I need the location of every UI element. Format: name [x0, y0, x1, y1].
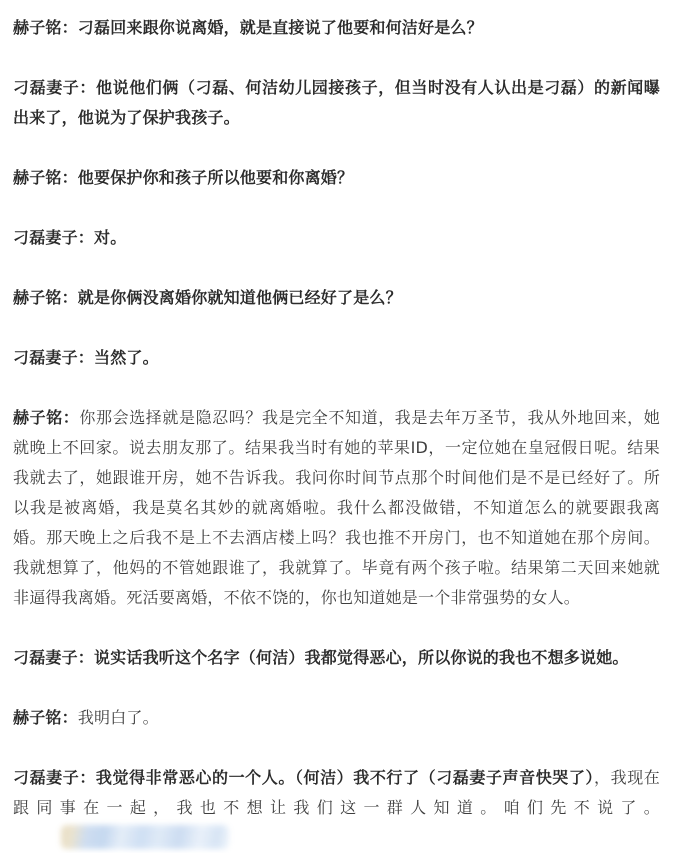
- paragraph-bold-text: 赫子铭：就是你俩没离婚你就知道他俩已经好了是么？: [13, 288, 402, 307]
- paragraph-bold-text: 刁磊妻子：当然了。: [13, 348, 159, 367]
- dialogue-paragraph: [13, 343, 660, 373]
- paragraph-regular-text: 我明白了。: [77, 708, 159, 727]
- dialogue-paragraph: [13, 163, 660, 193]
- paragraph-regular-text: 你那会选择就是隐忍吗？我是完全不知道，我是去年万圣节，我从外地回来，她就晚上不回家。说去朋友那了。结果我当时有她的苹果ID，一定位她在皇冠假日呢。结果我就去了，她跟谁开房，她不告诉我。我问你时间节点那个时间他们是不是已经好了。所以我是被离婚，我是莫名其妙的就离婚啦。我什么都没做错，不知道怎么的就要跟我离婚。那天晚上之后我不是上不去酒店楼上吗？我也推不开房门，也不知道她在那个房间。我就想算了，他妈的不管她跟谁了，我就算了。毕竟有两个孩子啦。结果第二天回来她就非逼得我离婚。死活要离婚，不依不饶的，你也知道她是一个非常强势的女人。: [13, 408, 660, 607]
- paragraph-bold-text: 刁磊妻子：他说他们俩（刁磊、何洁幼儿园接孩子，但当时没有人认出是刁磊）的新闻曝出来了，他说为了保护我孩子。: [13, 78, 660, 127]
- paragraph-bold-text: 赫子铭：刁磊回来跟你说离婚，就是直接说了他要和何洁好是么？: [13, 18, 483, 37]
- blurred-watermark: [61, 825, 229, 849]
- dialogue-paragraph: [13, 703, 660, 733]
- paragraph-bold-text: 刁磊妻子：对。: [13, 228, 127, 247]
- dialogue-paragraph: [13, 763, 660, 853]
- paragraph-bold-text: 赫子铭：他要保护你和孩子所以他要和你离婚？: [13, 168, 354, 187]
- dialogue-paragraph: [13, 13, 660, 43]
- dialogue-paragraph: [13, 643, 660, 673]
- paragraph-bold-text: 刁磊妻子：说实话我听这个名字（何洁）我都觉得恶心，所以你说的我也不想多说她。: [13, 648, 629, 667]
- dialogue-paragraph: [13, 403, 660, 613]
- dialogue-paragraph: [13, 223, 660, 253]
- dialogue-paragraph: [13, 73, 660, 133]
- paragraph-bold-text: 刁磊妻子：我觉得非常恶心的一个人。（何洁）我不行了（刁磊妻子声音快哭了）: [13, 768, 595, 787]
- dialogue-paragraph: [13, 283, 660, 313]
- paragraph-bold-text: 赫子铭：: [13, 708, 78, 727]
- paragraph-regular-text: ，我现在跟同事在一起，我也不想让我们这一群人知道。咱们先不说了。: [13, 768, 661, 817]
- paragraph-bold-text: 赫子铭：: [13, 408, 80, 427]
